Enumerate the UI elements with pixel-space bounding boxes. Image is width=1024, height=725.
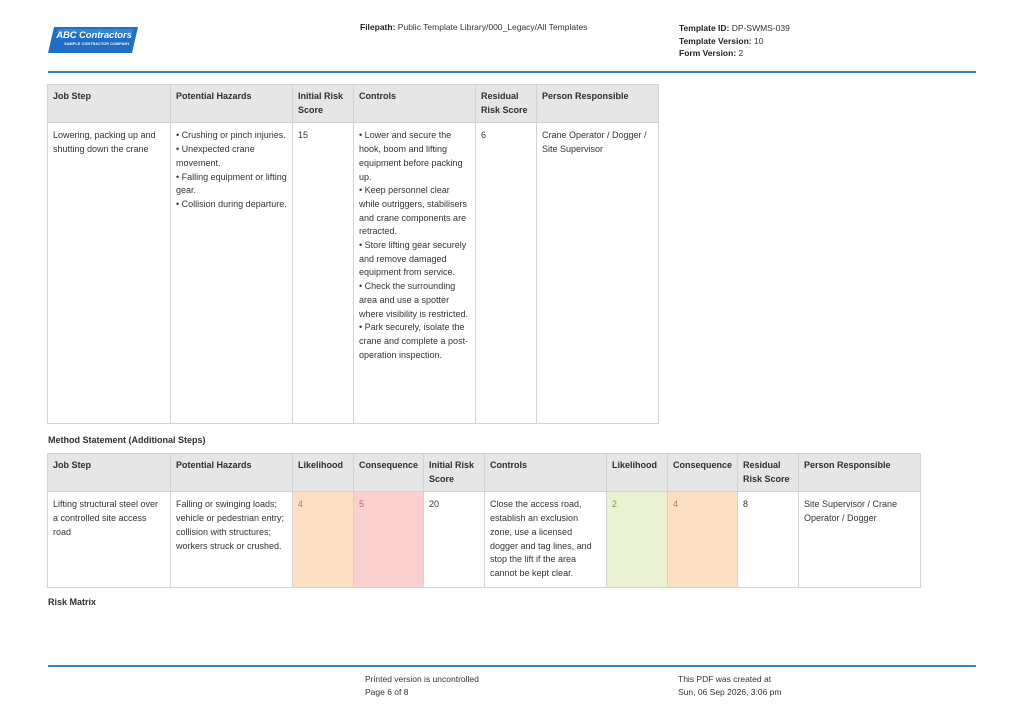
header-job-step: Job Step <box>48 85 171 123</box>
hazard-item: • Collision during departure. <box>176 198 287 209</box>
control-item: • Lower and secure the hook, boom and lifting equipment before packing up. <box>359 130 463 182</box>
cell-initial-risk-score: 15 <box>293 123 354 424</box>
hazard-item: • Unexpected crane movement. <box>176 144 255 168</box>
created-date: Sun, 06 Sep 2026, 3:06 pm <box>678 687 782 697</box>
control-item: • Park securely, isolate the crane and complete a post-operation inspection. <box>359 322 469 360</box>
company-logo <box>48 26 140 54</box>
cell-potential-hazards: Falling or swinging loads; vehicle or pedestrian entry; collision with structures; workers struck or crushed. <box>171 492 293 587</box>
logo-text: ABC Contractors <box>56 30 132 41</box>
cell-likelihood: 4 <box>293 492 354 587</box>
filepath <box>360 22 587 32</box>
header-residual-consequence: Consequence <box>668 454 738 492</box>
created-label: This PDF was created at <box>678 674 772 684</box>
risk-matrix-title: Risk Matrix <box>48 597 97 607</box>
header-person-responsible: Person Responsible <box>799 454 921 492</box>
header-consequence: Consequence <box>354 454 424 492</box>
cell-residual-consequence: 4 <box>668 492 738 587</box>
filepath-value: Public Template Library/000_Legacy/All Templates <box>397 22 588 32</box>
cell-potential-hazards <box>171 123 293 424</box>
cell-controls <box>354 123 476 424</box>
footer-print-info <box>365 673 479 699</box>
header-potential-hazards: Potential Hazards <box>171 454 293 492</box>
filepath-label: Filepath: <box>360 22 396 32</box>
control-item: • Keep personnel clear while outriggers, stabilisers and crane components are retracted. <box>359 185 468 237</box>
cell-residual-likelihood: 2 <box>607 492 668 587</box>
header-likelihood: Likelihood <box>293 454 354 492</box>
header-initial-risk-score: Initial Risk Score <box>293 85 354 123</box>
swms-risk-table <box>47 84 659 424</box>
header-job-step: Job Step <box>48 454 171 492</box>
footer-divider <box>48 665 976 667</box>
cell-job-step: Lifting structural steel over a controlled site access road <box>48 492 171 587</box>
control-item: • Store lifting gear securely and remove damaged equipment from service. <box>359 240 467 278</box>
method-statement-title: Method Statement (Additional Steps) <box>48 435 206 445</box>
cell-residual-risk-score: 8 <box>738 492 799 587</box>
header-divider <box>48 71 976 73</box>
uncontrolled-note: Printed version is uncontrolled <box>365 674 479 684</box>
cell-controls: Close the access road, establish an exclusion zone, use a licensed dogger and tag lines, and stop the lift if the area cannot be kept clear. <box>485 492 607 587</box>
header-initial-risk-score: Initial Risk Score <box>424 454 485 492</box>
header-residual-risk-score: Residual Risk Score <box>476 85 537 123</box>
template-version-label: Template Version: <box>679 35 752 46</box>
header-controls: Controls <box>485 454 607 492</box>
table-row <box>48 492 921 587</box>
table-row <box>48 123 659 424</box>
cell-consequence: 5 <box>354 492 424 587</box>
logo-subtext: SAMPLE CONTRACTOR COMPANY <box>64 42 130 46</box>
header-person-responsible: Person Responsible <box>537 85 659 123</box>
header-controls: Controls <box>354 85 476 123</box>
footer-created-info <box>678 673 782 699</box>
hazard-item: • Crushing or pinch injuries. <box>176 130 286 141</box>
cell-person-responsible: Site Supervisor / Crane Operator / Dogger <box>799 492 921 587</box>
template-id-value: DP-SWMS-039 <box>731 23 790 33</box>
control-item: • Check the surrounding area and use a spotter where visibility is restricted. <box>359 281 469 319</box>
cell-job-step: Lowering, packing up and shutting down the crane <box>48 123 171 424</box>
template-meta <box>679 22 790 60</box>
header-potential-hazards: Potential Hazards <box>171 85 293 123</box>
table-header-row <box>48 454 921 492</box>
hazard-item: • Falling equipment or lifting gear. <box>176 171 287 196</box>
header-residual-likelihood: Likelihood <box>607 454 668 492</box>
cell-initial-risk-score: 20 <box>424 492 485 587</box>
template-version-value: 10 <box>753 35 764 46</box>
table-header-row <box>48 85 659 123</box>
form-version-value: 2 <box>738 48 744 58</box>
page-number: Page 6 of 8 <box>365 687 409 697</box>
template-id-label: Template ID: <box>679 23 730 33</box>
cell-residual-risk-score: 6 <box>476 123 537 424</box>
method-statement-table <box>47 453 921 588</box>
header-residual-risk-score: Residual Risk Score <box>738 454 799 492</box>
cell-person-responsible: Crane Operator / Dogger / Site Supervisor <box>537 123 659 424</box>
form-version-label: Form Version: <box>679 48 737 58</box>
